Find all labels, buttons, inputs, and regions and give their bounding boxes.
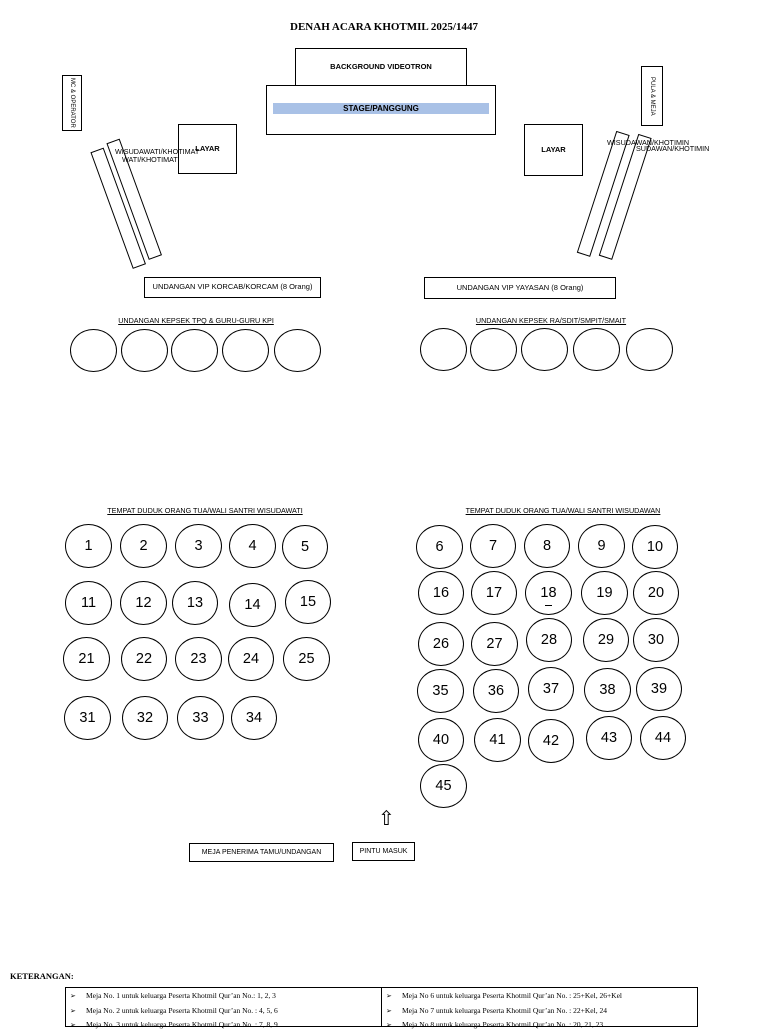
stage	[266, 85, 496, 135]
legend-item	[386, 989, 693, 1004]
table-number: 12	[135, 595, 152, 611]
table-2	[120, 524, 167, 568]
table-10	[632, 525, 678, 569]
table-24	[228, 637, 274, 681]
table-number: 18	[540, 585, 557, 601]
wisudawati-label: WISUDAWATI/KHOTIMAT	[115, 147, 200, 156]
screen-left-label: LAYAR	[195, 143, 220, 153]
pulpit-label: PULA & MEJA	[649, 76, 656, 116]
parents-left-heading: TEMPAT DUDUK ORANG TUA/WALI SANTRI WISUDAWATI	[107, 506, 303, 515]
legend-item	[386, 1018, 693, 1033]
table-number: 5	[300, 539, 310, 555]
table-37	[528, 667, 574, 711]
kepsek-left-table	[222, 329, 269, 372]
legend-item	[70, 1018, 377, 1033]
table-number: 38	[599, 682, 616, 698]
legend-text: Meja No 8 untuk keluarga Peserta Khotmil Qur’an No. : 20, 21, 23	[402, 1020, 604, 1029]
table-number: 33	[192, 710, 209, 726]
table-3	[175, 524, 222, 568]
table-number: 28	[540, 632, 558, 648]
table-23	[175, 637, 222, 681]
mc-operator-label: MC & OPERATOR	[69, 78, 76, 128]
table-number: 16	[432, 585, 450, 601]
table-28	[526, 618, 572, 662]
kepsek-right-table	[521, 328, 568, 371]
table-4	[229, 524, 276, 568]
table-number: 24	[242, 651, 260, 667]
page-title: DENAH ACARA KHOTMIL 2025/1447	[290, 21, 478, 33]
table-number: 1	[84, 538, 93, 554]
table-22	[121, 637, 167, 681]
table-number: 2	[139, 538, 148, 554]
table-41	[474, 718, 521, 762]
kepsek-left-table	[171, 329, 218, 372]
table-5	[282, 525, 328, 569]
legend-text: Meja No 7 untuk keluarga Peserta Khotmil Qur’an No. : 22+Kel, 24	[402, 1005, 607, 1015]
up-arrow-icon: ⇧	[378, 808, 395, 830]
table-number: 21	[78, 651, 95, 667]
keterangan-heading: KETERANGAN:	[10, 971, 74, 981]
table-38	[584, 668, 631, 712]
table-number: 32	[136, 710, 154, 726]
table-number: 14	[244, 597, 261, 613]
table-number: 10	[646, 539, 664, 555]
table-18-underline	[545, 605, 552, 606]
table-1	[65, 524, 112, 568]
vip-korcab-label: UNDANGAN VIP KORCAB/KORCAM (8 Orang)	[152, 282, 313, 292]
table-number: 20	[647, 585, 665, 601]
table-43	[586, 716, 632, 760]
table-number: 11	[80, 595, 97, 611]
legend-item	[70, 1004, 377, 1019]
table-26	[418, 622, 464, 666]
screen-right	[524, 124, 583, 176]
table-number: 6	[435, 539, 444, 555]
table-number: 30	[647, 632, 665, 648]
table-15	[285, 580, 331, 624]
table-number: 17	[485, 585, 503, 601]
legend-right-column	[382, 988, 697, 1029]
kepsek-left-table	[274, 329, 321, 372]
table-number: 36	[487, 683, 505, 699]
table-25	[283, 637, 330, 681]
table-number: 15	[299, 594, 317, 610]
table-number: 34	[245, 710, 263, 726]
table-39	[636, 667, 682, 711]
table-35	[417, 669, 464, 713]
table-number: 35	[432, 683, 449, 699]
table-number: 40	[432, 732, 450, 748]
background-videotron-label: BACKGROUND VIDEOTRON	[330, 61, 432, 71]
table-14	[229, 583, 276, 627]
table-42	[528, 719, 574, 763]
table-number: 31	[79, 710, 96, 726]
table-17	[471, 571, 517, 615]
vip-yayasan-box	[424, 277, 616, 299]
table-number: 26	[432, 636, 450, 652]
kepsek-right-heading: UNDANGAN KEPSEK RA/SDIT/SMPIT/SMAIT	[475, 316, 627, 325]
kepsek-left-table	[121, 329, 168, 372]
table-19	[581, 571, 628, 615]
stage-label: STAGE/PANGGUNG	[343, 104, 419, 113]
table-9	[578, 524, 625, 568]
table-20	[633, 571, 679, 615]
table-number: 19	[596, 585, 613, 601]
table-number: 3	[194, 538, 203, 554]
table-number: 43	[600, 730, 618, 746]
table-36	[473, 669, 519, 713]
reception-label: MEJA PENERIMA TAMU/UNDANGAN	[201, 849, 322, 856]
legend-item	[386, 1004, 693, 1019]
table-number: 44	[654, 730, 672, 746]
kepsek-right-table	[573, 328, 620, 371]
legend-text: Meja No 6 untuk keluarga Peserta Khotmil Qur’an No. : 25+Kel, 26+Kel	[402, 991, 623, 1000]
table-18	[525, 571, 572, 615]
vip-yayasan-label: UNDANGAN VIP YAYASAN (8 Orang)	[456, 282, 584, 292]
screen-right-label: LAYAR	[541, 144, 566, 154]
mc-operator-box	[62, 75, 82, 131]
table-number: 7	[488, 538, 498, 554]
table-8	[524, 524, 570, 568]
table-number: 42	[542, 733, 560, 749]
wisudawati-label-overlap: WATI/KHOTIMAT	[122, 155, 178, 164]
legend-text: Meja No. 2 untuk keluarga Peserta Khotmil Qur’an No. : 4, 5, 6	[86, 1005, 278, 1015]
table-30	[633, 618, 679, 662]
wisudawan-label: WISUDAWAN/KHOTIMIN	[607, 138, 690, 147]
table-number: 23	[190, 651, 207, 667]
table-number: 9	[597, 538, 606, 554]
reception-table	[189, 843, 334, 862]
table-13	[172, 581, 218, 625]
bullet-icon: ➢	[70, 992, 76, 1000]
table-11	[65, 581, 112, 625]
table-16	[418, 571, 464, 615]
legend-table	[65, 987, 698, 1027]
table-number: 13	[186, 595, 204, 611]
table-12	[120, 581, 167, 625]
kepsek-right-table	[470, 328, 517, 371]
table-number: 45	[435, 778, 452, 794]
table-32	[122, 696, 168, 740]
table-31	[64, 696, 111, 740]
table-6	[416, 525, 463, 569]
table-number: 25	[298, 651, 315, 667]
bullet-icon: ➢	[70, 1021, 76, 1029]
wisudawan-label-overlap: SUDAWAN/KHOTIMIN	[636, 144, 710, 153]
table-33	[177, 696, 224, 740]
bullet-icon: ➢	[70, 1006, 76, 1015]
table-number: 4	[248, 538, 257, 554]
table-number: 37	[542, 681, 560, 697]
legend-text: Meja No. 1 untuk keluarga Peserta Khotmil Qur’an No.: 1, 2, 3	[86, 991, 276, 1000]
table-34	[231, 696, 277, 740]
bullet-icon: ➢	[386, 992, 392, 1000]
table-29	[583, 618, 629, 662]
table-number: 39	[650, 681, 668, 697]
entrance-label: PINTU MASUK	[359, 848, 408, 855]
legend-item	[70, 989, 377, 1004]
legend-left-column	[66, 988, 382, 1029]
table-45	[420, 764, 467, 808]
table-number: 29	[597, 632, 615, 648]
table-40	[418, 718, 464, 762]
entrance-box	[352, 842, 415, 861]
table-number: 22	[135, 651, 153, 667]
table-7	[470, 524, 516, 568]
table-44	[640, 716, 686, 760]
pulpit-box	[641, 66, 663, 126]
kepsek-right-table	[626, 328, 673, 371]
table-27	[471, 622, 518, 666]
stage-bar	[273, 103, 489, 114]
legend-text: Meja No. 3 untuk keluarga Peserta Khotmil Qur’an No. : 7, 8, 9	[86, 1020, 278, 1029]
table-number: 27	[486, 636, 503, 652]
kepsek-left-table	[70, 329, 117, 372]
table-number: 8	[542, 538, 552, 554]
vip-korcab-box	[144, 277, 321, 298]
kepsek-right-table	[420, 328, 467, 371]
bullet-icon: ➢	[386, 1021, 392, 1029]
parents-right-heading: TEMPAT DUDUK ORANG TUA/WALI SANTRI WISUDAWAN	[465, 506, 661, 515]
bullet-icon: ➢	[386, 1006, 392, 1015]
background-videotron	[295, 48, 467, 86]
table-21	[63, 637, 110, 681]
kepsek-left-heading: UNDANGAN KEPSEK TPQ & GURU-GURU KPI	[118, 316, 274, 325]
table-number: 41	[489, 732, 506, 748]
